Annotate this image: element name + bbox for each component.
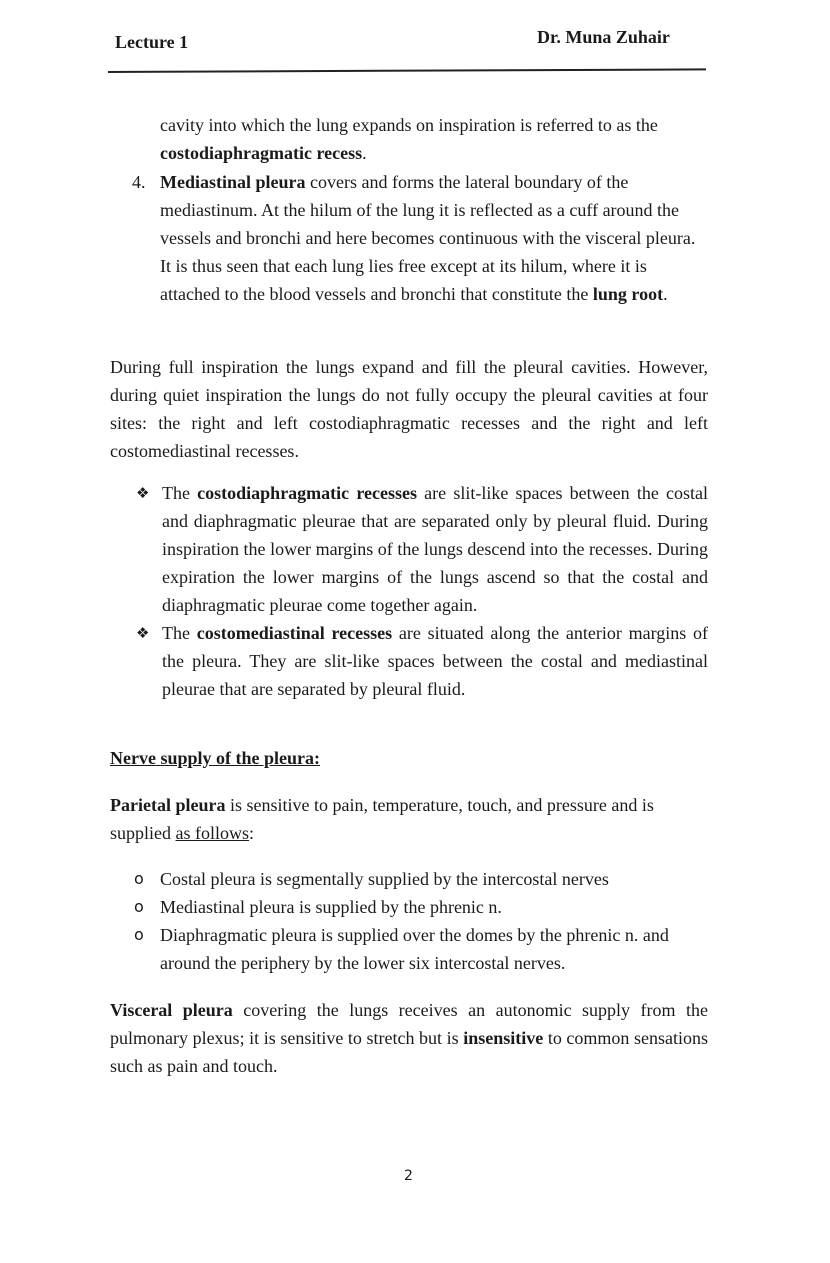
diamond-bullet-icon: ❖ [136,484,150,502]
term-mediastinal-pleura: Mediastinal pleura [160,172,306,192]
subitem-text: Diaphragmatic pleura is supplied over the domes by the phrenic n. and around the periphery by the lower six intercostal nerves. [160,925,669,973]
term-lung-root: lung root [592,284,664,304]
term-visceral-pleura: Visceral pleura [110,1000,233,1020]
item4-end: . [663,284,668,304]
para2-underlined: as follows [175,823,249,843]
circle-bullet-icon: o [134,869,144,888]
parietal-supply-list [134,865,710,977]
paragraph-inspiration: During full inspiration the lungs expand and fill the pleural cavities. However, during quiet inspiration the lungs do not fully occupy the pleural cavities at four sites: the right and left costodiaphragmatic recesses and the right and left costomediastinal recesses. [110,357,708,461]
continued-paragraph [160,111,708,167]
bullet-costomediastinal [136,619,708,703]
circle-bullet-icon: o [134,897,144,916]
para2-end: : [249,823,255,843]
bullet-text-pre: The [162,483,198,503]
bullet-costodiaphragmatic [136,479,708,619]
cont-text-post: . [362,143,367,163]
subitem-text: Costal pleura is segmentally supplied by the intercostal nerves [160,869,609,889]
cont-term: costodiaphragmatic recess [160,143,363,163]
header-author: Dr. Muna Zuhair [537,27,670,47]
list-number: 4. [132,172,146,192]
para2-text: is sensitive to pain, temperature, touch, and pressure and is supplied [110,795,654,843]
header-divider [108,68,706,73]
page-number: 2 [404,1168,413,1184]
circle-bullet-icon: o [134,925,144,944]
bullet-term: costomediastinal recesses [196,623,393,643]
list-item-costal [134,865,710,893]
bullet-text-post: are slit-like spaces between the costal and diaphragmatic pleurae that are separated only by pleural fluid. During inspiration the lower margins of the lungs descend into the recesses. During expiration the lower margins of the lungs ascend so that the costal and diaphragmatic pleurae come together again. [162,483,708,615]
recess-bullet-list [136,479,708,703]
item4-text: covers and forms the lateral boundary of the mediastinum. At the hilum of the lung it is reflected as a cuff around the vessels and bronchi and here becomes continuous with the visceral pleura. It is thus seen that each lung lies free except at its hilum, where it is attached to the blood vessels and bronchi that constitute the [160,172,696,304]
paragraph-visceral [110,996,708,1080]
bullet-term: costodiaphragmatic recesses [197,483,417,503]
list-item-body [160,168,708,308]
bullet-text-post: are situated along the anterior margins of the pleura. They are slit-like spaces between the costal and mediastinal pleurae that are separated by pleural fluid. [162,623,708,699]
list-item-4 [132,168,708,308]
para3-text: covering the lungs receives an autonomic supply from the pulmonary plexus; it is sensitive to stretch but is [110,1000,708,1048]
paragraph-parietal [110,791,708,847]
para3-end: to common sensations such as pain and touch. [110,1028,708,1076]
bullet-text-pre: The [162,623,197,643]
term-parietal-pleura: Parietal pleura [110,795,226,815]
cont-text-pre: cavity into which the lung expands on inspiration is referred to as the [160,115,658,135]
diamond-bullet-icon: ❖ [136,624,150,642]
header-lecture: Lecture 1 [115,32,189,52]
subitem-text: Mediastinal pleura is supplied by the phrenic n. [160,897,502,917]
term-insensitive: insensitive [463,1028,544,1048]
list-item-diaphragmatic [134,921,710,977]
section-heading: Nerve supply of the pleura: [110,748,320,768]
list-item-mediastinal [134,893,710,921]
